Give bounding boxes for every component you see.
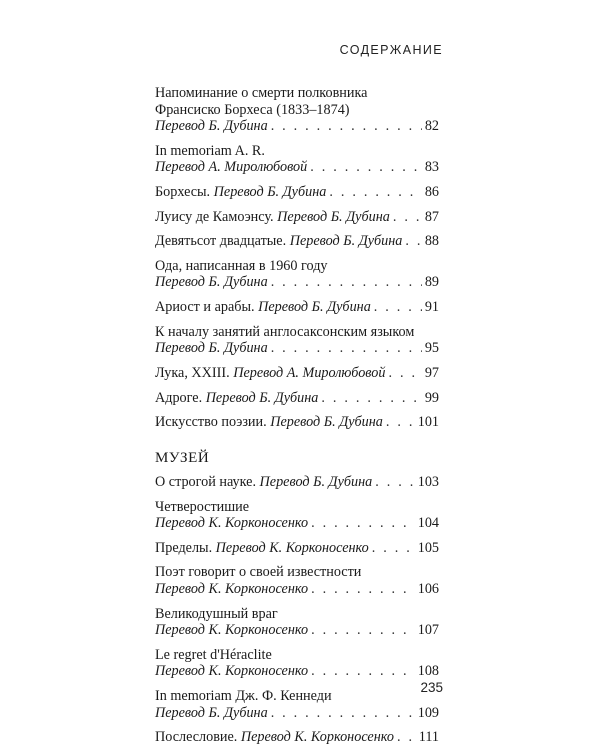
entry-text (155, 184, 326, 201)
entry-title: Послесловие. (155, 729, 241, 746)
entry-row (155, 159, 439, 176)
entry-page-number: 99 (424, 389, 439, 406)
entry-row (155, 365, 439, 382)
leader-dots (271, 705, 415, 722)
entry-text (155, 622, 308, 639)
entry-title-line: Напоминание о смерти полковника (155, 85, 368, 101)
entry-text (155, 118, 268, 135)
toc-entry[interactable] (155, 365, 439, 382)
entry-page-number: 83 (424, 159, 439, 176)
entry-row (155, 474, 439, 491)
entry-translator: Перевод А. Миролюбовой (233, 365, 386, 381)
entry-title-line: К началу занятий англосаксонским языком (155, 323, 415, 340)
entry-row (155, 729, 439, 746)
leader-dots (329, 184, 421, 201)
entry-translator: Перевод А. Миролюбовой (155, 159, 308, 176)
entry-translator: Перевод К. Корконосенко (215, 539, 369, 556)
toc-group-2 (155, 474, 439, 746)
entry-title: Девятьсот двадцатые. (155, 233, 290, 250)
entry-page-number: 86 (424, 183, 439, 200)
entry-page-number: 88 (424, 233, 439, 250)
entry-text (155, 729, 394, 746)
leader-dots (405, 233, 421, 250)
entry-translator: Перевод Б. Дубина (259, 473, 373, 490)
entry-page-number: 108 (417, 663, 439, 680)
entry-row (155, 340, 439, 357)
entry-translator: Перевод Б. Дубина (155, 340, 268, 357)
entry-text (155, 390, 318, 407)
toc-entry[interactable] (155, 143, 439, 176)
entry-translator: Перевод К. Корконосенко (155, 663, 309, 680)
entry-row (155, 118, 439, 135)
leader-dots (386, 414, 415, 431)
table-of-contents (155, 85, 439, 754)
leader-dots (372, 540, 415, 557)
entry-title-line: Поэт говорит о своей известности (155, 564, 362, 581)
toc-entry[interactable] (155, 688, 439, 721)
entry-translator: Перевод Б. Дубина (155, 704, 268, 721)
toc-entry[interactable] (155, 233, 439, 250)
leader-dots (393, 209, 422, 226)
entry-title: Адроге. (155, 389, 206, 406)
entry-title-line: Четверостишие (155, 498, 250, 515)
entry-text (155, 414, 383, 431)
entry-text (155, 340, 268, 357)
leader-dots (388, 365, 421, 382)
entry-page-number: 95 (424, 340, 439, 357)
entry-title: Луису де Камоэнсу. (155, 208, 278, 225)
toc-entry[interactable] (155, 729, 439, 746)
leader-dots (271, 340, 422, 357)
toc-entry[interactable] (155, 209, 439, 226)
entry-title: Пределы. (155, 539, 216, 556)
entry-page-number: 106 (417, 580, 439, 597)
toc-group-1 (155, 85, 439, 431)
toc-entry[interactable] (155, 299, 439, 316)
entry-translator: Перевод Б. Дубина (155, 274, 268, 291)
entry-translator: Перевод Б. Дубина (205, 389, 319, 406)
leader-dots (311, 581, 415, 598)
entry-translator: Перевод Б. Дубина (213, 183, 327, 200)
entry-row (155, 209, 439, 226)
entry-row (155, 184, 439, 201)
leader-dots (311, 663, 415, 680)
entry-page-number: 91 (424, 299, 439, 316)
entry-title: Искусство поэзии. (155, 414, 271, 431)
entry-translator: Перевод К. Корконосенко (155, 515, 309, 532)
entry-page-number: 104 (417, 515, 439, 532)
entry-text (155, 274, 268, 291)
entry-row (155, 540, 439, 557)
entry-text (155, 581, 308, 598)
entry-page-number: 107 (417, 622, 439, 639)
leader-dots (271, 118, 422, 135)
entry-translator: Перевод Б. Дубина (270, 414, 383, 431)
entry-title: О строгой науке. (155, 473, 260, 490)
entry-title-line: Франсиско Борхеса (1833–1874) (155, 101, 350, 118)
entry-title-line: In memoriam Дж. Ф. Кеннеди (155, 688, 332, 704)
entry-text (155, 159, 307, 176)
entry-row (155, 705, 439, 722)
leader-dots (374, 299, 422, 316)
toc-entry[interactable] (155, 540, 439, 557)
entry-row (155, 622, 439, 639)
entry-text (155, 233, 402, 250)
toc-entry[interactable] (155, 258, 439, 291)
entry-page-number: 109 (417, 704, 439, 721)
entry-page-number: 101 (417, 414, 439, 431)
section-title: МУЗЕЙ (155, 449, 210, 466)
leader-dots (271, 274, 422, 291)
entry-row (155, 515, 439, 532)
entry-row (155, 390, 439, 407)
entry-title: Лука, XXIII. (155, 365, 234, 381)
entry-page-number: 103 (417, 473, 439, 490)
toc-entry[interactable] (155, 606, 439, 639)
entry-row (155, 663, 439, 680)
entry-translator: Перевод Б. Дубина (289, 233, 403, 250)
entry-title-line: Ода, написанная в 1960 году (155, 257, 328, 274)
running-head: СОДЕРЖАНИЕ (339, 43, 443, 57)
entry-text (155, 705, 268, 722)
entry-text (155, 299, 371, 316)
toc-entry[interactable] (155, 324, 439, 357)
entry-text (155, 540, 369, 557)
entry-page-number: 89 (424, 274, 439, 291)
entry-title: Борхесы. (155, 183, 214, 200)
entry-title: Ариост и арабы. (155, 299, 259, 316)
entry-translator: Перевод К. Корконосенко (155, 580, 309, 597)
entry-page-number: 97 (424, 365, 439, 381)
entry-row (155, 414, 439, 431)
entry-page-number: 111 (418, 729, 439, 746)
entry-text (155, 474, 372, 491)
entry-page-number: 105 (417, 539, 439, 556)
page-number: 235 (420, 680, 443, 695)
toc-entry[interactable] (155, 474, 439, 491)
entry-text (155, 209, 390, 226)
entry-text (155, 365, 385, 382)
toc-entry[interactable] (155, 85, 439, 135)
entry-title-line: In memoriam A. R. (155, 142, 265, 159)
toc-entry[interactable] (155, 390, 439, 407)
entry-row (155, 233, 439, 250)
toc-entry[interactable] (155, 414, 439, 431)
leader-dots (397, 729, 416, 746)
entry-row (155, 274, 439, 291)
entry-title-line: Le regret d'Héraclite (155, 646, 272, 663)
entry-translator: Перевод Б. Дубина (277, 208, 390, 225)
entry-translator: Перевод Б. Дубина (258, 299, 371, 316)
leader-dots (321, 390, 421, 407)
entry-page-number: 82 (424, 118, 439, 134)
entry-page-number: 87 (424, 208, 439, 225)
entry-translator: Перевод К. Корконосенко (155, 622, 309, 639)
entry-title-line: Великодушный враг (155, 605, 278, 622)
entry-text (155, 663, 308, 680)
entry-translator: Перевод К. Корконосенко (240, 729, 394, 746)
leader-dots (311, 515, 415, 532)
entry-row (155, 581, 439, 598)
toc-entry[interactable] (155, 499, 439, 532)
leader-dots (311, 622, 415, 639)
leader-dots (310, 159, 422, 176)
entry-text (155, 515, 308, 532)
toc-entry[interactable] (155, 184, 439, 201)
leader-dots (375, 474, 414, 491)
entry-row (155, 299, 439, 316)
entry-translator: Перевод Б. Дубина (155, 118, 268, 134)
toc-entry[interactable] (155, 647, 439, 680)
toc-entry[interactable] (155, 564, 439, 597)
